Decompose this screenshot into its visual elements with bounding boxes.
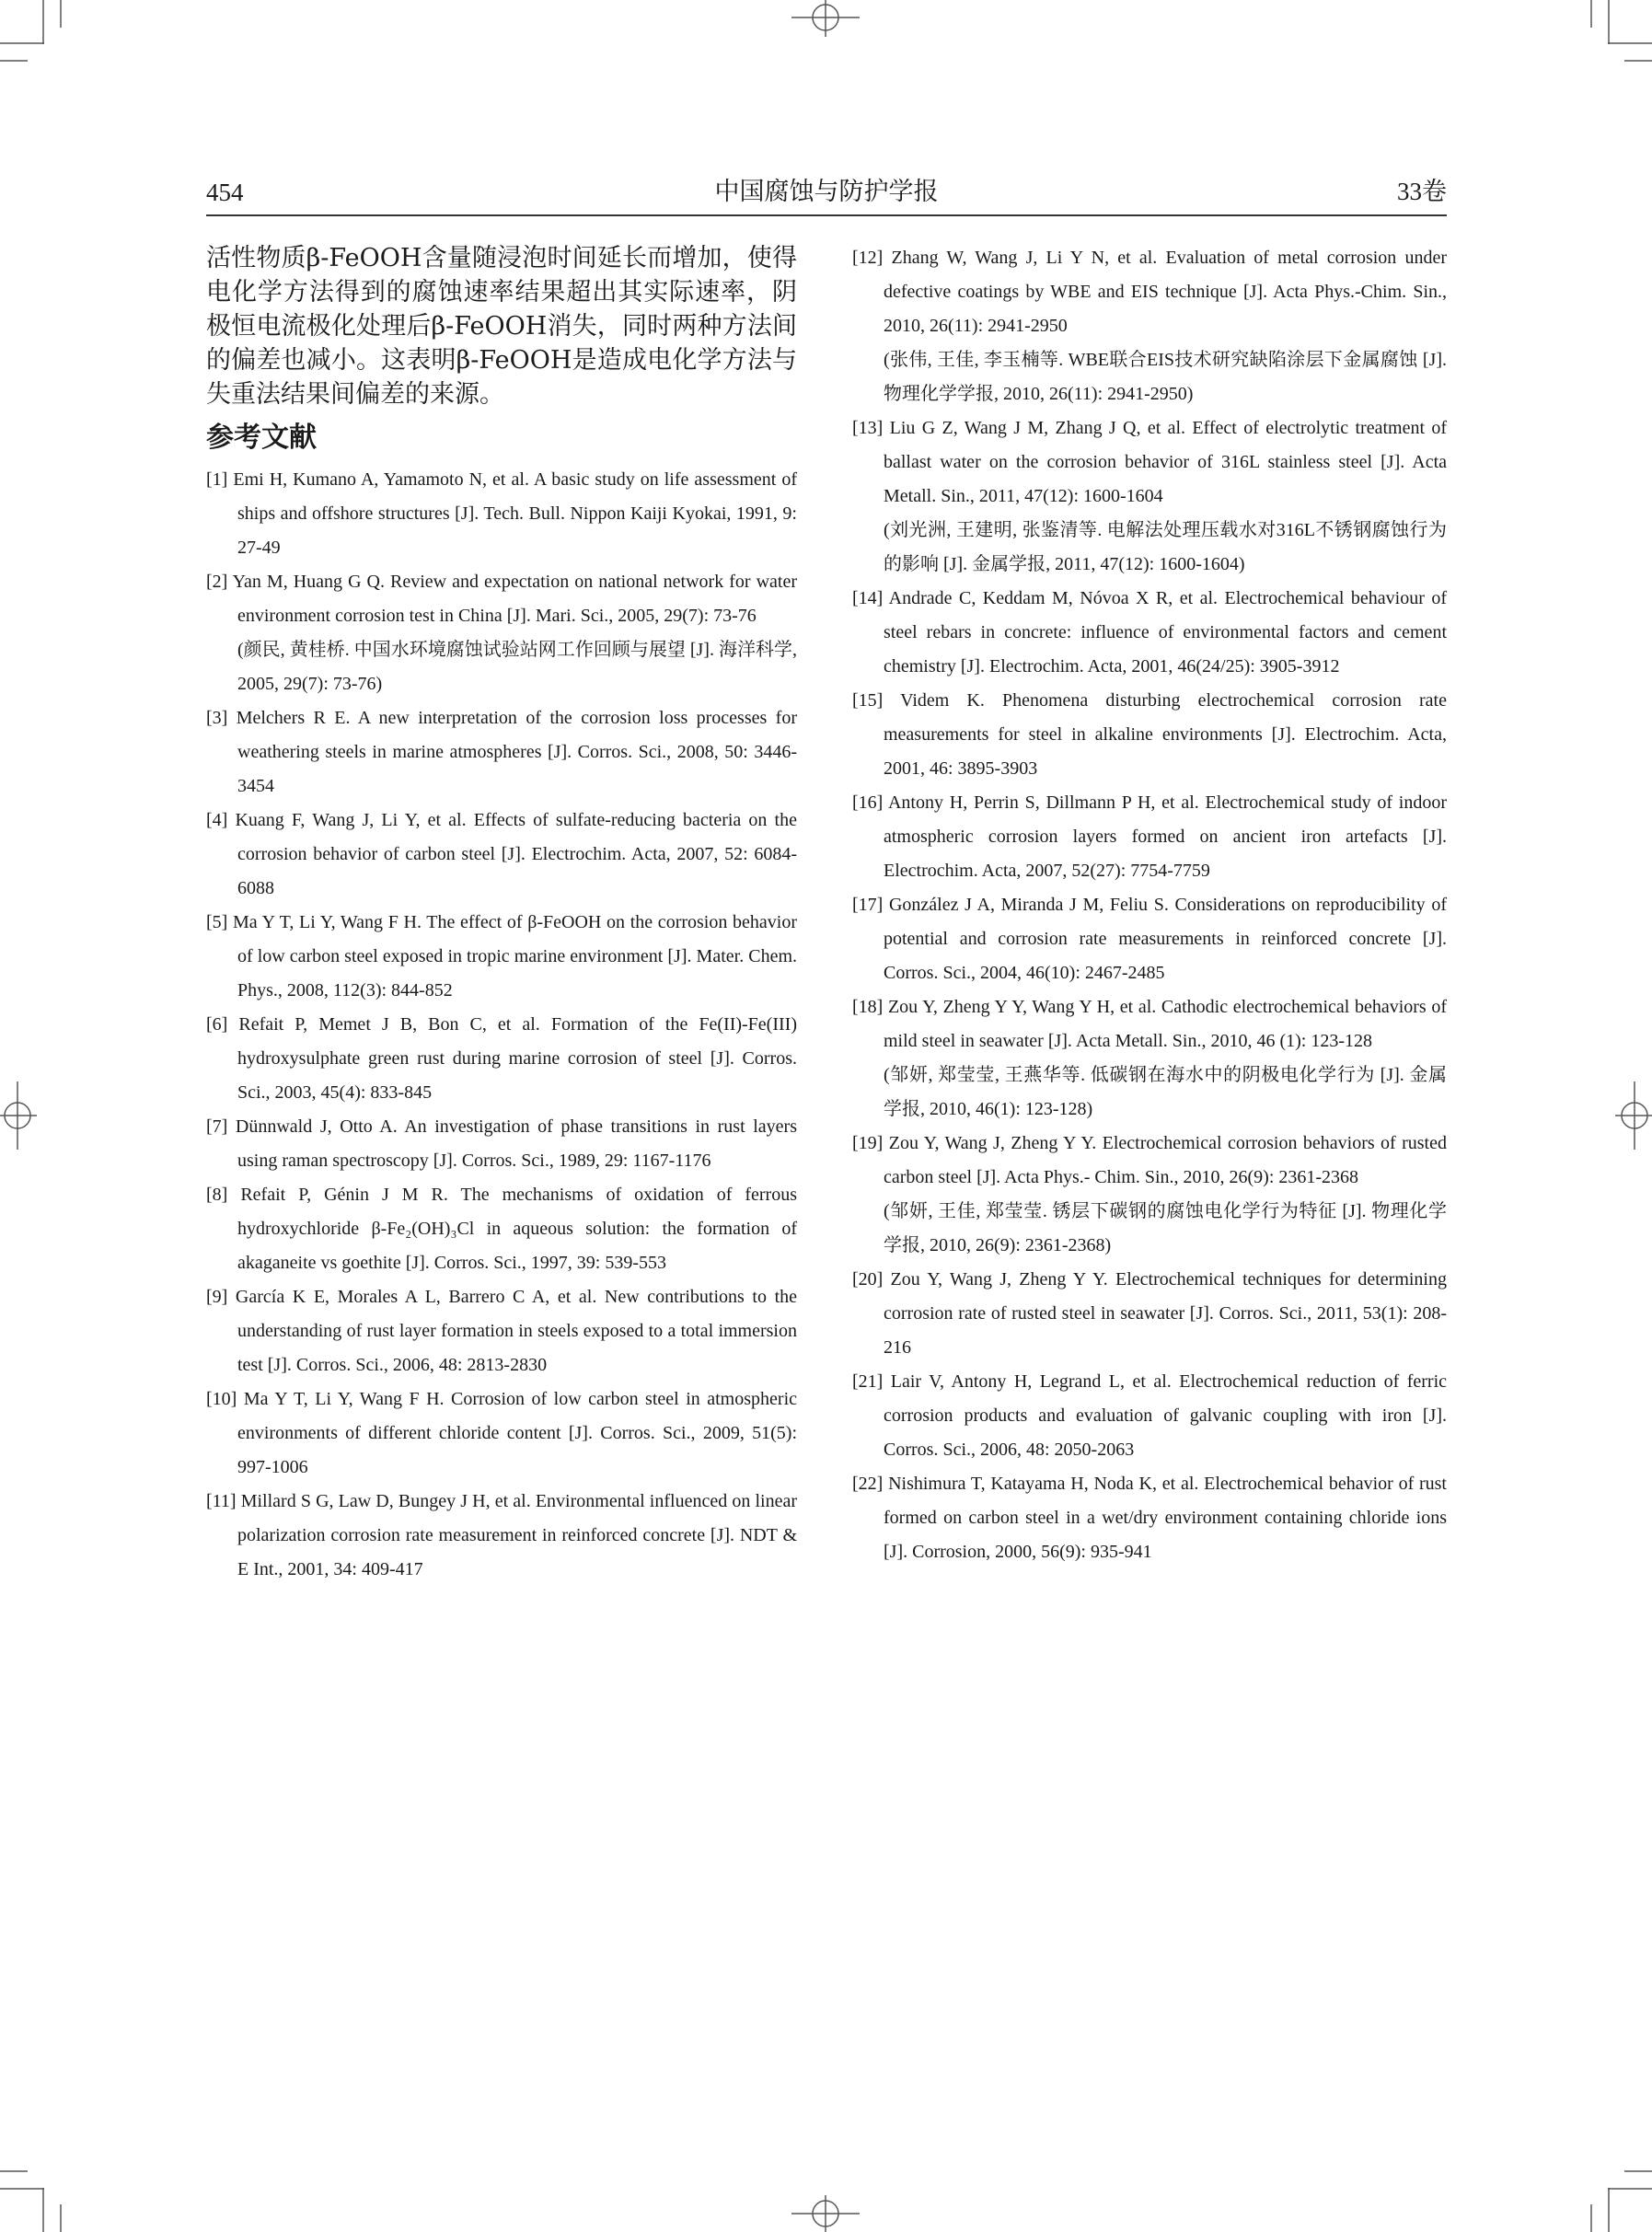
reference-item [852,411,1447,582]
reference-text: [14] Andrade C, Keddam M, Nóvoa X R, et al. Electrochemical behaviour of steel rebars in concrete: influence of environmental factors and cement chemistry [J]. Electrochim. Acta, 2001, 46(24/25): 3905-3912 [852,588,1447,677]
reference-text: [5] Ma Y T, Li Y, Wang F H. The effect of β-FeOOH on the corrosion behavior of low carbon steel exposed in tropic marine environment [J]. Mater. Chem. Phys., 2008, 112(3): 844-852 [206,912,797,1000]
conclusion-text: 活性物质β-FeOOH含量随浸泡时间延长而增加，使得电化学方法得到的腐蚀速率结果超出其实际速率，阴极恒电流极化处理后β-FeOOH消失，同时两种方法间的偏差也减小。这表明β-FeOOH是造成电化学方法与失重法结果间偏差的来源。 [206,244,797,409]
reference-text: [6] Refait P, Memet J B, Bon C, et al. Formation of the Fe(II)-Fe(III) hydroxysulphate green rust during marine corrosion of steel [J]. Corros. Sci., 2003, 45(4): 833-845 [206,1014,797,1103]
reference-item [852,1263,1447,1365]
reference-item [852,1127,1447,1263]
page-number: 454 [206,179,244,206]
reference-item [206,906,797,1008]
reference-item [206,701,797,804]
reference-text: [13] Liu G Z, Wang J M, Zhang J Q, et al. Effect of electrolytic treatment of ballast water on the corrosion behavior of 316L stainless steel [J]. Acta Metall. Sin., 2011, 47(12): 1600-1604 [852,418,1447,506]
journal-title: 中国腐蚀与防护学报 [714,178,939,205]
reference-translation: (邹妍, 郑莹莹, 王燕华等. 低碳钢在海水中的阴极电化学行为 [J]. 金属学报, 2010, 46(1): 123-128) [884,1065,1447,1119]
body-paragraph [206,241,797,411]
reference-translation: (邹妍, 王佳, 郑莹莹. 锈层下碳钢的腐蚀电化学行为特征 [J]. 物理化学学报, 2010, 26(9): 2361-2368) [884,1201,1447,1255]
reference-text: [1] Emi H, Kumano A, Yamamoto N, et al. A basic study on life assessment of ships and offshore structures [J]. Tech. Bull. Nippon Kaiji Kyokai, 1991, 9: 27-49 [206,469,797,558]
reference-item [852,684,1447,786]
reference-item [852,786,1447,888]
right-column [852,241,1447,1569]
reference-item [206,1110,797,1178]
reference-text: [20] Zou Y, Wang J, Zheng Y Y. Electrochemical techniques for determining corrosion rate of rusted steel in seawater [J]. Corros. Sci., 2011, 53(1): 208-216 [852,1269,1447,1358]
reference-item [206,565,797,701]
left-column [206,241,797,1587]
reference-item [852,888,1447,990]
reference-item [206,1382,797,1485]
reference-translation: (颜民, 黄桂桥. 中国水环境腐蚀试验站网工作回顾与展望 [J]. 海洋科学, 2005, 29(7): 73-76) [237,640,797,694]
reference-list-right [852,241,1447,1569]
reference-text: [15] Videm K. Phenomena disturbing electrochemical corrosion rate measurements for steel in alkaline environments [J]. Electrochim. Acta, 2001, 46: 3895-3903 [852,690,1447,779]
reference-item [852,1365,1447,1467]
reference-text: [10] Ma Y T, Li Y, Wang F H. Corrosion of low carbon steel in atmospheric environments of different chloride content [J]. Corros. Sci., 2009, 51(5): 997-1006 [206,1389,797,1477]
reference-text: [4] Kuang F, Wang J, Li Y, et al. Effects of sulfate-reducing bacteria on the corrosion behavior of carbon steel [J]. Electrochim. Acta, 2007, 52: 6084-6088 [206,810,797,898]
reference-item [206,1485,797,1587]
reference-item [206,1178,797,1280]
reference-text: [22] Nishimura T, Katayama H, Noda K, et al. Electrochemical behavior of rust formed on carbon steel in a wet/dry environment containing chloride ions [J]. Corrosion, 2000, 56(9): 935-941 [852,1474,1447,1562]
reference-item [852,582,1447,684]
reference-text: [8] Refait P, Génin J M R. The mechanisms of oxidation of ferrous hydroxychloride β-Fe₂(OH)₃Cl in aqueous solution: the formation of akaganeite vs goethite [J]. Corros. Sci., 1997, 39: 539-553 [206,1185,797,1273]
reference-item [852,990,1447,1127]
reference-text: [7] Dünnwald J, Otto A. An investigation of phase transitions in rust layers using raman spectroscopy [J]. Corros. Sci., 1989, 29: 1167-1176 [206,1116,797,1171]
reference-item [206,1008,797,1110]
reference-text: [19] Zou Y, Wang J, Zheng Y Y. Electrochemical corrosion behaviors of rusted carbon steel [J]. Acta Phys.- Chim. Sin., 2010, 26(9): 2361-2368 [852,1133,1447,1187]
references-heading: 参考文献 [206,422,317,454]
reference-item [852,241,1447,411]
reference-list-left [206,463,797,1587]
running-header [206,168,1447,216]
reference-item [206,804,797,906]
reference-translation: (刘光洲, 王建明, 张鉴清等. 电解法处理压载水对316L不锈钢腐蚀行为的影响 [J]. 金属学报, 2011, 47(12): 1600-1604) [884,520,1447,574]
reference-text: [3] Melchers R E. A new interpretation of the corrosion loss processes for weathering steels in marine atmospheres [J]. Corros. Sci., 2008, 50: 3446-3454 [206,708,797,796]
reference-text: [12] Zhang W, Wang J, Li Y N, et al. Evaluation of metal corrosion under defective coatings by WBE and EIS technique [J]. Acta Phys.-Chim. Sin., 2010, 26(11): 2941-2950 [852,248,1447,336]
reference-item [206,1280,797,1382]
reference-text: [9] García K E, Morales A L, Barrero C A, et al. New contributions to the understanding of rust layer formation in steels exposed to a total immersion test [J]. Corros. Sci., 2006, 48: 2813-2830 [206,1287,797,1375]
reference-text: [18] Zou Y, Zheng Y Y, Wang Y H, et al. Cathodic electrochemical behaviors of mild steel in seawater [J]. Acta Metall. Sin., 2010, 46 (1): 123-128 [852,997,1447,1051]
volume-label: 33卷 [1397,178,1447,205]
reference-text: [16] Antony H, Perrin S, Dillmann P H, et al. Electrochemical study of indoor atmospheric corrosion layers formed on ancient iron artefacts [J]. Electrochim. Acta, 2007, 52(27): 7754-7759 [852,792,1447,881]
reference-text: [21] Lair V, Antony H, Legrand L, et al. Electrochemical reduction of ferric corrosion products and evaluation of galvanic coupling with iron [J]. Corros. Sci., 2006, 48: 2050-2063 [852,1371,1447,1460]
reference-translation: (张伟, 王佳, 李玉楠等. WBE联合EIS技术研究缺陷涂层下金属腐蚀 [J]. 物理化学学报, 2010, 26(11): 2941-2950) [884,350,1447,404]
reference-text: [2] Yan M, Huang G Q. Review and expectation on national network for water environment corrosion test in China [J]. Mari. Sci., 2005, 29(7): 73-76 [206,572,797,626]
reference-item [852,1467,1447,1569]
reference-item [206,463,797,565]
reference-text: [11] Millard S G, Law D, Bungey J H, et al. Environmental influenced on linear polarization corrosion rate measurement in reinforced concrete [J]. NDT & E Int., 2001, 34: 409-417 [206,1491,797,1579]
reference-text: [17] González J A, Miranda J M, Feliu S. Considerations on reproducibility of potential and corrosion rate measurements in reinforced concrete [J]. Corros. Sci., 2004, 46(10): 2467-2485 [852,895,1447,983]
